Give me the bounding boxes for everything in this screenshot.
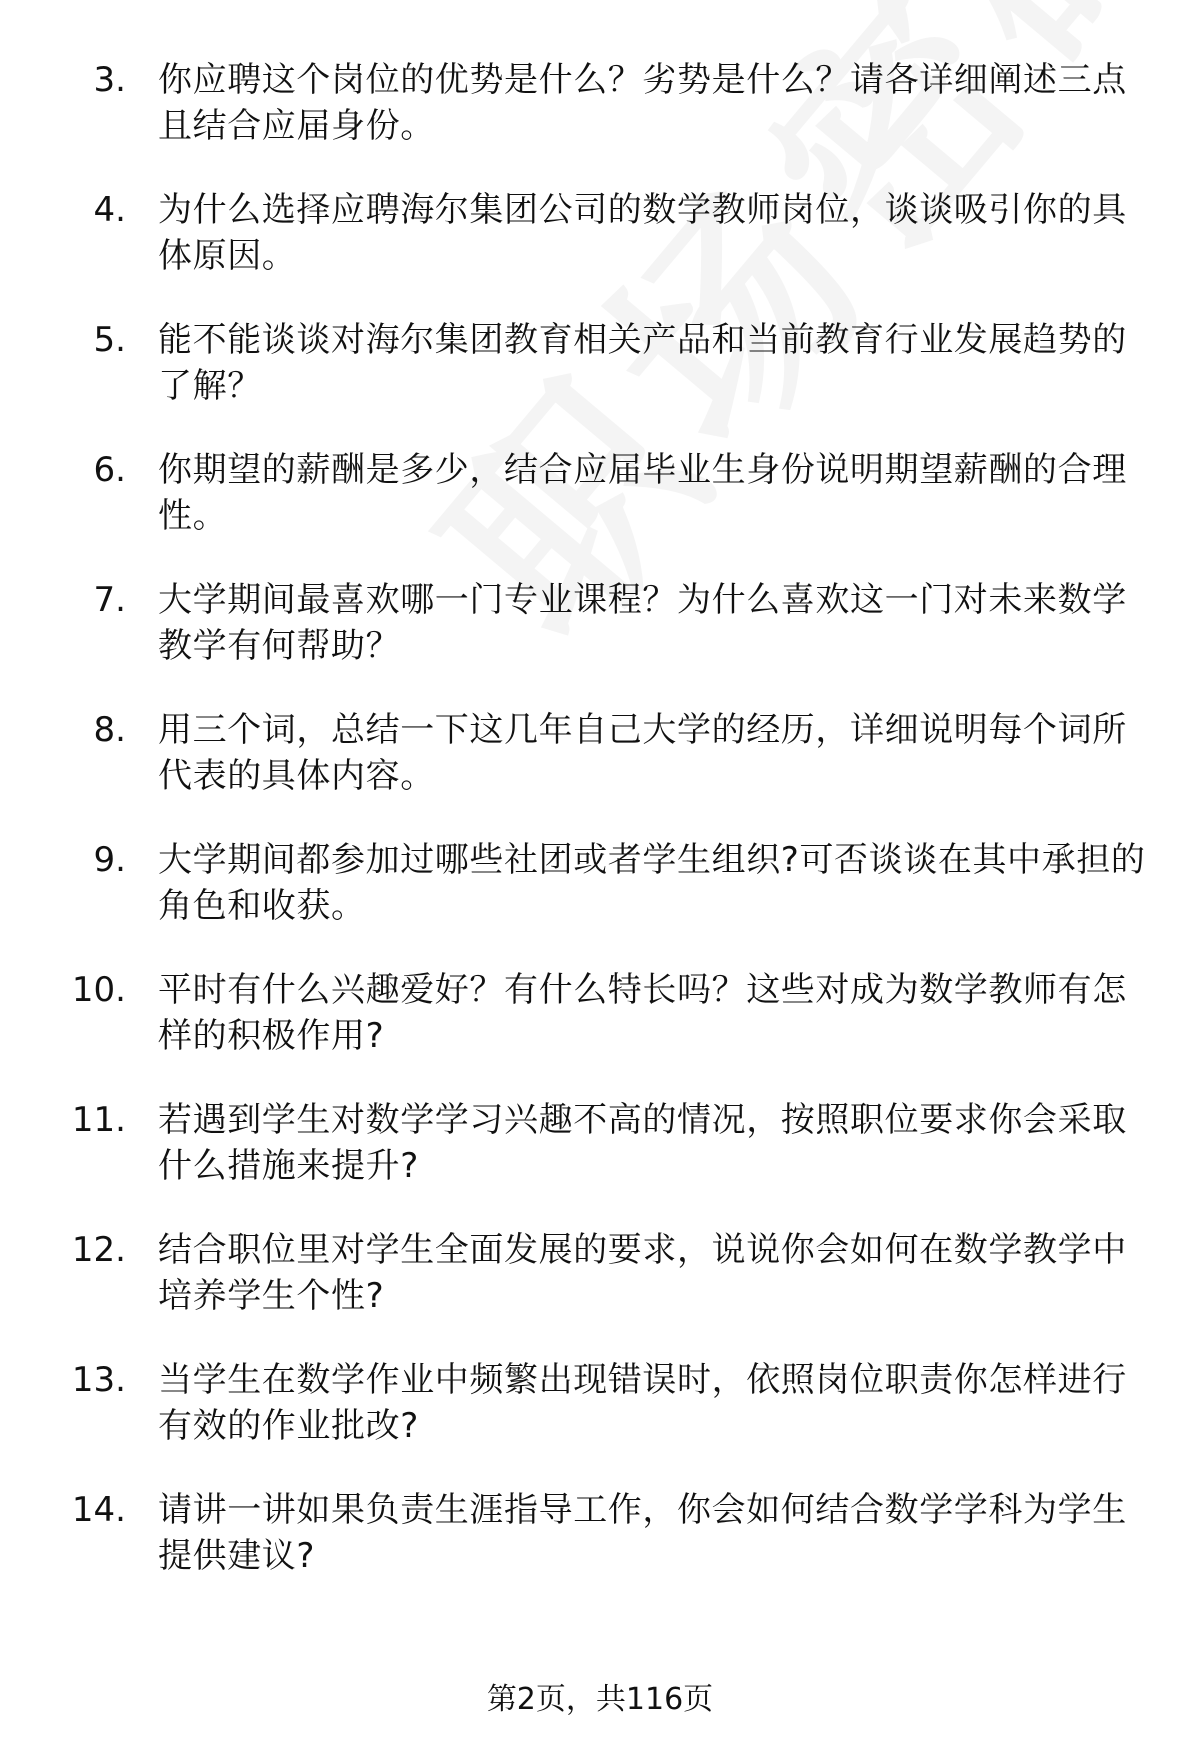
question-number: 5. bbox=[93, 320, 126, 360]
question-number: 10. bbox=[71, 970, 126, 1010]
question-item bbox=[50, 57, 1150, 148]
question-item bbox=[50, 1487, 1150, 1578]
question-number: 12. bbox=[71, 1230, 126, 1270]
question-number: 4. bbox=[93, 190, 126, 230]
question-text: 你应聘这个岗位的优势是什么？劣势是什么？请各详细阐述三点且结合应届身份。 bbox=[158, 60, 1127, 146]
question-number: 9. bbox=[93, 840, 126, 880]
question-item bbox=[50, 967, 1150, 1058]
question-item bbox=[50, 187, 1150, 278]
question-item bbox=[50, 577, 1150, 668]
question-number: 6. bbox=[93, 450, 126, 490]
question-item bbox=[50, 1357, 1150, 1448]
question-item bbox=[50, 1097, 1150, 1188]
question-item bbox=[50, 1227, 1150, 1318]
question-list bbox=[50, 57, 1150, 1617]
question-text: 用三个词，总结一下这几年自己大学的经历，详细说明每个词所代表的具体内容。 bbox=[158, 710, 1127, 796]
question-text: 当学生在数学作业中频繁出现错误时，依照岗位职责你怎样进行有效的作业批改? bbox=[158, 1360, 1127, 1446]
question-number: 3. bbox=[93, 60, 126, 100]
question-text: 大学期间最喜欢哪一门专业课程？为什么喜欢这一门对未来数学教学有何帮助？ bbox=[158, 580, 1127, 666]
question-number: 11. bbox=[71, 1100, 126, 1140]
question-item bbox=[50, 317, 1150, 408]
question-text: 大学期间都参加过哪些社团或者学生组织?可否谈谈在其中承担的角色和收获。 bbox=[158, 840, 1146, 926]
question-number: 8. bbox=[93, 710, 126, 750]
question-number: 7. bbox=[93, 580, 126, 620]
page-footer: 第2页，共116页 bbox=[486, 1682, 714, 1717]
question-text: 请讲一讲如果负责生涯指导工作，你会如何结合数学学科为学生提供建议? bbox=[158, 1490, 1127, 1576]
question-number: 14. bbox=[71, 1490, 126, 1530]
question-text: 若遇到学生对数学学习兴趣不高的情况，按照职位要求你会采取什么措施来提升? bbox=[158, 1100, 1127, 1186]
question-text: 为什么选择应聘海尔集团公司的数学教师岗位，谈谈吸引你的具体原因。 bbox=[158, 190, 1127, 276]
question-text: 能不能谈谈对海尔集团教育相关产品和当前教育行业发展趋势的了解？ bbox=[158, 320, 1127, 406]
question-text: 平时有什么兴趣爱好？有什么特长吗？这些对成为数学教师有怎样的积极作用? bbox=[158, 970, 1127, 1056]
question-item bbox=[50, 447, 1150, 538]
question-text: 你期望的薪酬是多少，结合应届毕业生身份说明期望薪酬的合理性。 bbox=[158, 450, 1127, 536]
question-item bbox=[50, 837, 1150, 928]
question-number: 13. bbox=[71, 1360, 126, 1400]
question-item bbox=[50, 707, 1150, 798]
question-text: 结合职位里对学生全面发展的要求，说说你会如何在数学教学中培养学生个性? bbox=[158, 1230, 1127, 1316]
